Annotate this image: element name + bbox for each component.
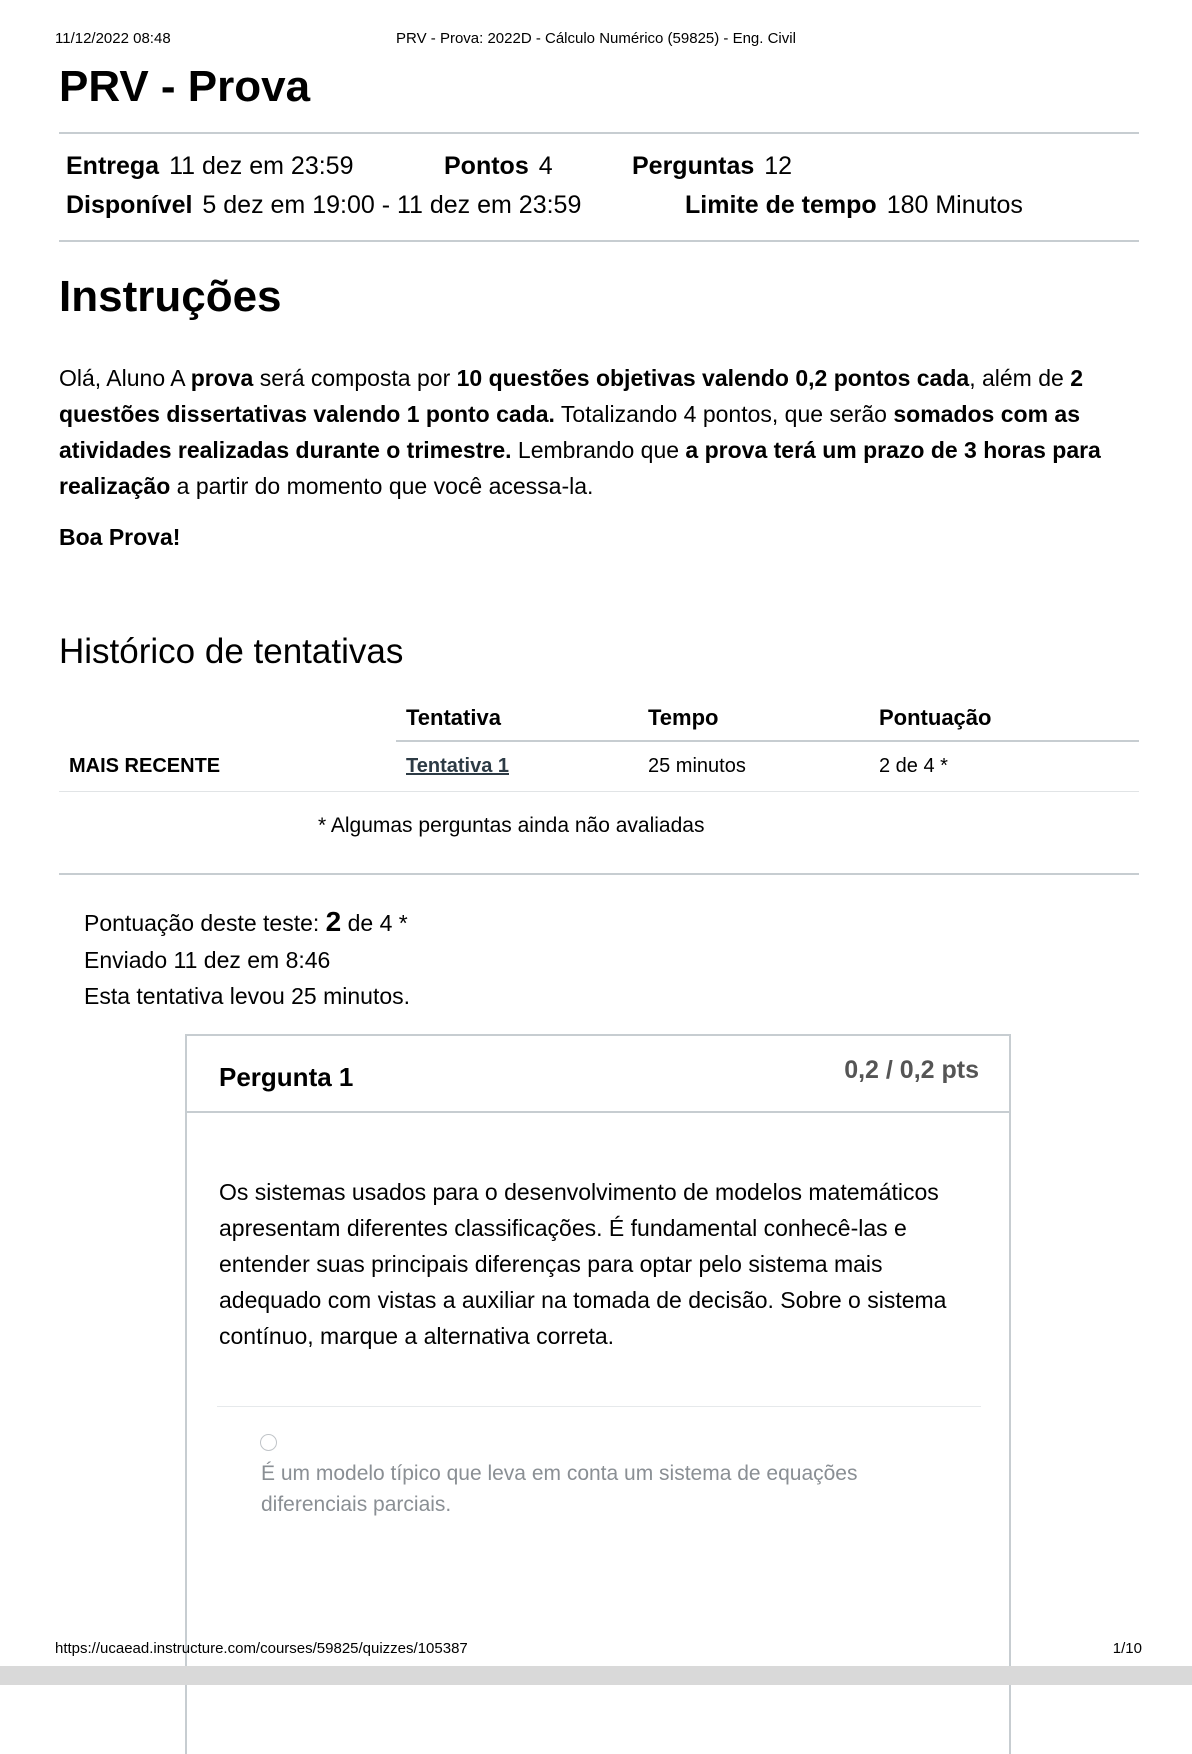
meta-entrega <box>66 152 353 181</box>
meta-perguntas-value: 12 <box>764 152 793 180</box>
column-header-attempt: Tentativa <box>406 705 501 730</box>
page-bottom-band <box>0 1666 1192 1685</box>
instructions-text-part: a partir do momento que você acessa-la. <box>170 473 594 499</box>
meta-disponivel-value: 5 dez em 19:00 - 11 dez em 23:59 <box>202 191 582 219</box>
table-row-divider <box>59 791 1139 792</box>
divider <box>59 873 1139 875</box>
instructions-title: Instruções <box>59 272 282 321</box>
question-header <box>187 1036 1009 1113</box>
instructions-text-part: Totalizando 4 pontos, que serão <box>554 401 894 427</box>
instructions-bold: a prova terá um prazo de 3 horas para realização <box>59 437 1101 499</box>
instructions-bold: 10 questões objetivas valendo 0,2 pontos cada <box>456 365 970 391</box>
meta-entrega-value: 11 dez em 23:59 <box>169 152 354 180</box>
print-title: PRV - Prova: 2022D - Cálculo Numérico (59825) - Eng. Civil <box>396 30 796 47</box>
meta-pontos <box>444 152 553 181</box>
quiz-score <box>84 906 408 938</box>
row-label: MAIS RECENTE <box>69 755 221 777</box>
meta-perguntas-label: Perguntas <box>632 152 755 180</box>
quiz-score-value: 2 <box>325 906 342 937</box>
page-number: 1/10 <box>1112 1640 1142 1657</box>
instructions-text-part: , além de <box>969 365 1071 391</box>
attempt-link[interactable]: Tentativa 1 <box>406 755 509 777</box>
meta-entrega-label: Entrega <box>66 152 160 180</box>
divider <box>59 132 1139 134</box>
submitted-date: Enviado 11 dez em 8:46 <box>84 947 331 973</box>
meta-pontos-label: Pontos <box>444 152 529 180</box>
quiz-score-label: Pontuação deste teste: <box>84 910 326 936</box>
instructions-bold: prova <box>190 365 254 391</box>
meta-perguntas <box>632 152 792 181</box>
column-header-time: Tempo <box>648 705 719 730</box>
attempt-time: 25 minutos <box>648 755 746 777</box>
history-footnote: * Algumas perguntas ainda não avaliadas <box>318 814 705 837</box>
answer-divider <box>217 1406 981 1407</box>
instructions-text-part: Lembrando que <box>511 437 686 463</box>
instructions-bold: 2 questões dissertativas valendo 1 ponto cada. <box>59 365 1083 427</box>
meta-disponivel <box>66 191 581 220</box>
attempt-duration: Esta tentativa levou 25 minutos. <box>84 983 411 1009</box>
print-url: https://ucaead.instructure.com/courses/59825/quizzes/105387 <box>55 1640 468 1657</box>
meta-disponivel-label: Disponível <box>66 191 193 219</box>
instructions-text-part: será composta por <box>253 365 457 391</box>
instructions-text-part: Olá, Aluno A <box>59 365 191 391</box>
column-header-score: Pontuação <box>879 705 992 730</box>
instructions-text <box>59 360 1141 504</box>
table-header-rule <box>396 740 1139 742</box>
page-title: PRV - Prova <box>59 62 311 111</box>
instructions-bold: somados com as atividades realizadas durante o trimestre. <box>59 401 1081 463</box>
question-title: Pergunta 1 <box>219 1062 354 1092</box>
question-text: Os sistemas usados para o desenvolvimento de modelos matemáticos apresentam diferentes classificações. É fundamental conhecê-las e entender suas principais diferenças para optar pelo sistema mais adequado com vistas a auxiliar na tomada de decisão. Sobre o sistema contínuo, marque a alternativa correta. <box>219 1179 947 1349</box>
closing-text: Boa Prova! <box>59 524 181 550</box>
answer-option: É um modelo típico que leva em conta um sistema de equações diferenciais parciais. <box>261 1462 858 1516</box>
answer-radio[interactable] <box>260 1434 277 1451</box>
print-date: 11/12/2022 08:48 <box>55 30 171 47</box>
attempt-score: 2 de 4 * <box>879 755 948 777</box>
history-title: Histórico de tentativas <box>59 632 404 671</box>
meta-limite-label: Limite de tempo <box>685 191 877 219</box>
question-points: 0,2 / 0,2 pts <box>844 1056 979 1084</box>
meta-limite-value: 180 Minutos <box>886 191 1023 219</box>
meta-limite <box>685 191 1023 220</box>
meta-pontos-value: 4 <box>538 152 553 180</box>
divider <box>59 240 1139 242</box>
quiz-score-suffix: de 4 * <box>341 910 408 936</box>
